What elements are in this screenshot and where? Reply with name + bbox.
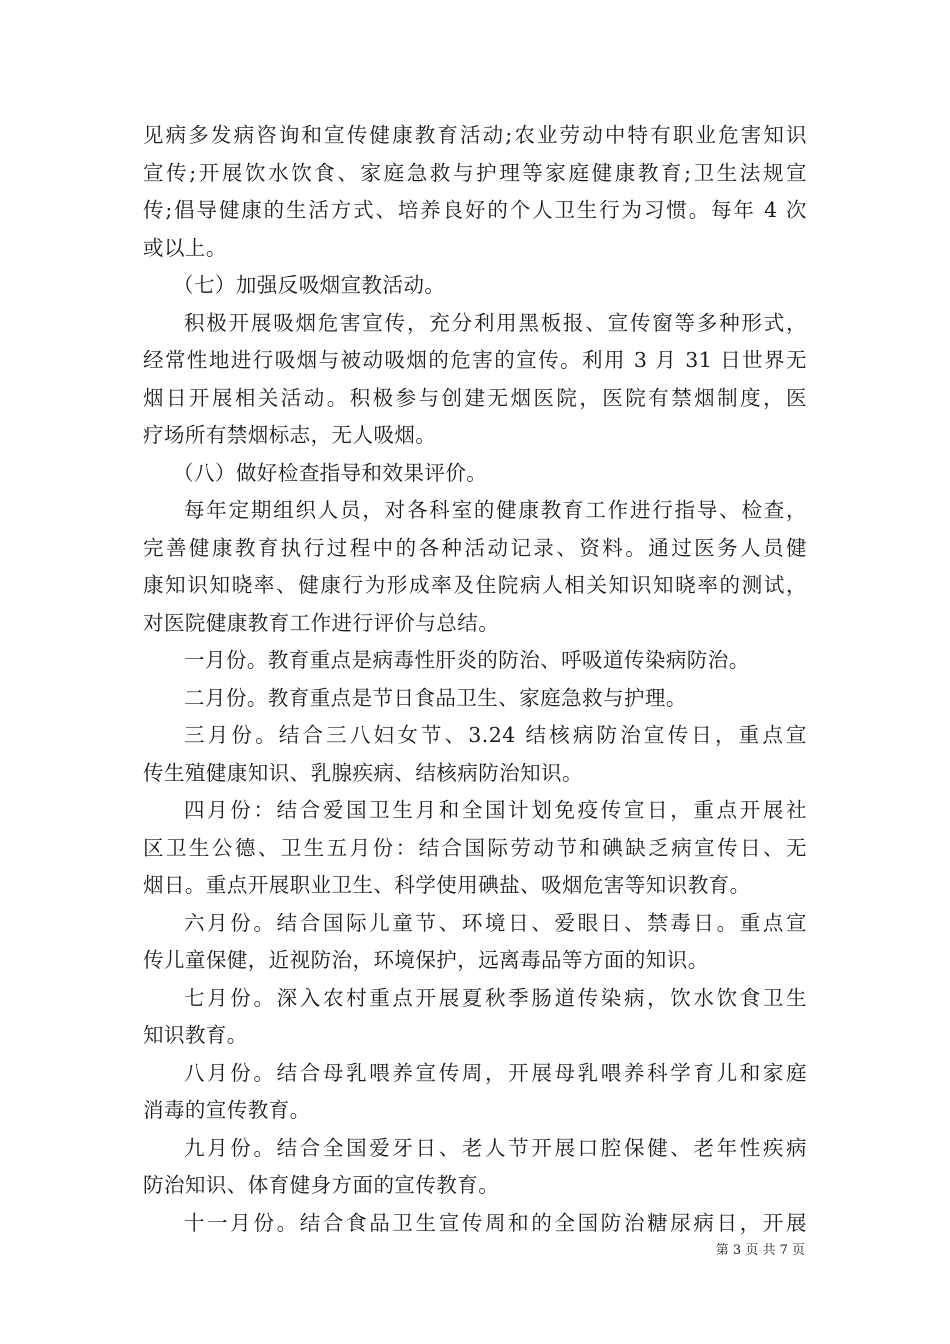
- text-line: 或以上。: [143, 235, 227, 260]
- text-line: 对医院健康教育工作进行评价与总结。: [143, 610, 500, 635]
- text-line: 完善健康教育执行过程中的各种活动记录、资料。通过医务人员健: [143, 535, 807, 560]
- text-line: 烟日。重点开展职业卫生、科学使用碘盐、吸烟危害等知识教育。: [143, 873, 751, 897]
- month-item-march: 三月份。结合三八妇女节、3.24 结核病防治宣传日，重点宣: [184, 723, 807, 747]
- month-item-july: 七月份。深入农村重点开展夏秋季肠道传染病，饮水饮食卫生: [184, 985, 807, 1010]
- text-line: 传生殖健康知识、乳腺疾病、结核病防治知识。: [143, 760, 583, 785]
- section-heading-8: （八）做好检查指导和效果评价。: [173, 460, 488, 485]
- month-item-january: 一月份。教育重点是病毒性肝炎的防治、呼吸道传染病防治。: [184, 648, 750, 672]
- text-line: 传;倡导健康的生活方式、培养良好的个人卫生行为习惯。每年 4 次: [143, 198, 807, 222]
- month-item-august: 八月份。结合母乳喂养宣传周，开展母乳喂养科学育儿和家庭: [184, 1060, 807, 1085]
- text-line: 康知识知晓率、健康行为形成率及住院病人相关知识知晓率的测试，: [143, 573, 807, 597]
- section-heading-7: （七）加强反吸烟宣教活动。: [173, 273, 446, 297]
- text-line: 宣传;开展饮水饮食、家庭急救与护理等家庭健康教育;卫生法规宣: [143, 160, 807, 185]
- text-line: 见病多发病咨询和宣传健康教育活动;农业劳动中特有职业危害知识: [143, 123, 807, 147]
- document-body: [143, 117, 807, 1242]
- month-item-november: 十一月份。结合食品卫生宣传周和的全国防治糖尿病日，开展: [184, 1210, 807, 1235]
- text-line: 消毒的宣传教育。: [143, 1098, 311, 1122]
- month-item-september: 九月份。结合全国爱牙日、老人节开展口腔保健、老年性疾病: [184, 1135, 807, 1160]
- text-line: 区卫生公德、卫生五月份：结合国际劳动节和碘缺乏病宣传日、无: [143, 835, 807, 860]
- paragraph-start: 积极开展吸烟危害宣传，充分利用黑板报、宣传窗等多种形式，: [184, 310, 807, 335]
- text-line: 传儿童保健，近视防治，环境保护，远离毒品等方面的知识。: [143, 948, 709, 972]
- text-line: 经常性地进行吸烟与被动吸烟的危害的宣传。利用 3 月 31 日世界无: [143, 348, 807, 372]
- month-item-june: 六月份。结合国际儿童节、环境日、爱眼日、禁毒日。重点宣: [184, 910, 807, 935]
- month-item-april: 四月份：结合爱国卫生月和全国计划免疫传宣日，重点开展社: [184, 798, 807, 822]
- page-indicator: 第 3 页 共 7 页: [715, 1243, 805, 1258]
- text-line: 烟日开展相关活动。积极参与创建无烟医院，医院有禁烟制度，医: [143, 385, 807, 410]
- text-line: 疗场所有禁烟标志，无人吸烟。: [143, 423, 437, 447]
- text-line: 知识教育。: [143, 1023, 248, 1047]
- text-line: 防治知识、体育健身方面的宣传教育。: [143, 1173, 500, 1197]
- month-item-february: 二月份。教育重点是节日食品卫生、家庭急救与护理。: [184, 685, 687, 710]
- paragraph-start: 每年定期组织人员，对各科室的健康教育工作进行指导、检查，: [184, 498, 807, 522]
